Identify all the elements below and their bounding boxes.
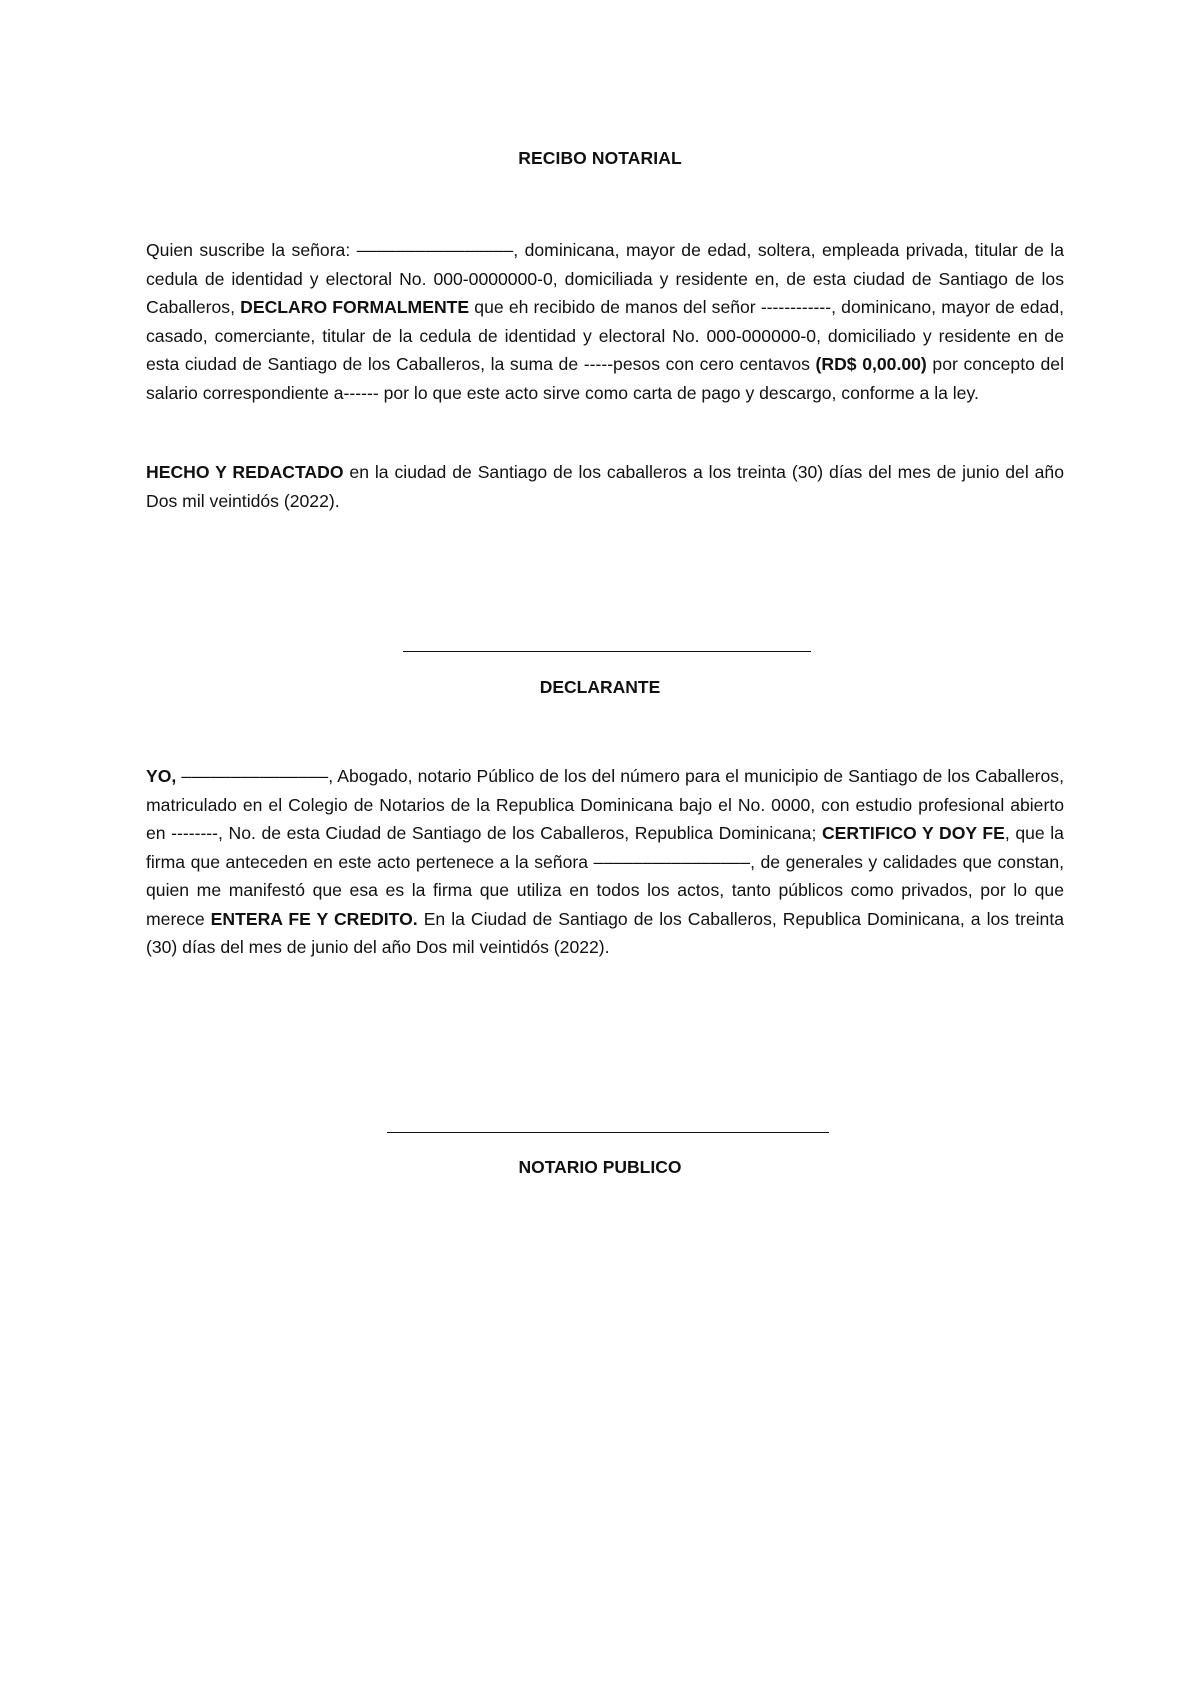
notary-text-2: , que la firma que anteceden en este acto pertenece a la señora ––––––––––––––––, de generales y calidades que constan, quien me manifestó que esa es la firma que utiliza en todos los actos, tanto públicos como privados, por lo que merece [146,823,1064,929]
receipt-bold-amount: (RD$ 0,00.00) [815,354,927,374]
declarant-signature-line [403,651,811,652]
notary-bold-yo: YO, [146,766,177,786]
receipt-bold-declaration: DECLARO FORMALMENTE [240,297,470,317]
notary-text-3: En la Ciudad de Santiago de los Caballeros, Republica Dominicana, a los treinta (30) días del mes de junio del año Dos mil veintidós (2022). [146,908,1064,957]
notary-signature-line [387,1132,829,1133]
notary-text-1: –––––––––––––––, Abogado, notario Público de los del número para el municipio de Santiago de los Caballeros, matriculado en el Colegio de Notarios de la Republica Dominicana bajo el No. 0000, con estudio profesional abierto en --------, No. de esta Ciudad de Santiago de los Caballeros, Republica Dominicana; [146,766,1064,843]
receipt-text-3: por concepto del salario correspondiente a------ por lo que este acto sirve como carta de pago y descargo, conforme a la ley. [146,354,1064,403]
receipt-paragraph [146,236,1064,407]
declarant-label: DECLARANTE [539,677,661,697]
notary-bold-certify: CERTIFICO Y DOY FE [821,823,1005,843]
receipt-text-1: Quien suscribe la señora: ––––––––––––––––, dominicana, mayor de edad, soltera, empleada privada, titular de la cedula de identidad y electoral No. 000-0000000-0, domiciliada y residente en, de esta ciudad de Santiago de los Caballeros, [146,240,1064,317]
notary-label: NOTARIO PUBLICO [518,1157,682,1177]
document-title: RECIBO NOTARIAL [518,148,682,168]
notary-paragraph [146,762,1064,962]
made-paragraph [146,458,1064,515]
notary-bold-faith: ENTERA FE Y CREDITO. [210,908,418,929]
made-text: en la ciudad de Santiago de los caballeros a los treinta (30) días del mes de junio del año Dos mil veintidós (2022). [146,462,1064,511]
made-bold-heading: HECHO Y REDACTADO [146,462,344,482]
receipt-text-2: que eh recibido de manos del señor ------------, dominicano, mayor de edad, casado, comerciante, titular de la cedula de identidad y electoral No. 000-000000-0, domiciliado y residente en de esta ciudad de Santiago de los Caballeros, la suma de -----pesos con cero centavos [146,297,1064,374]
